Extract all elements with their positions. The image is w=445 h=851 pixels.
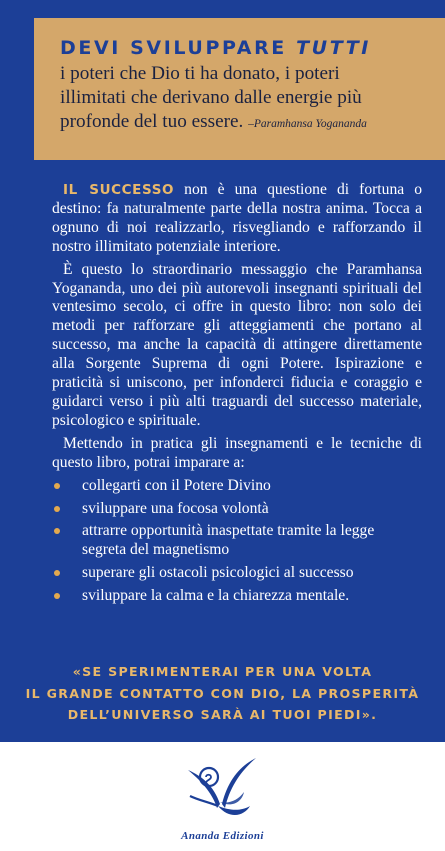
list-item-text: attrarre opportunità inaspettate tramite la legge segreta del magnetismo xyxy=(82,522,375,559)
intro-paragraph xyxy=(52,181,422,257)
quote-line: illimitati che derivano dalle energie più xyxy=(60,87,362,108)
quote-box xyxy=(34,18,445,160)
publisher-logo xyxy=(0,756,445,846)
publisher-name: Ananda Edizioni xyxy=(181,830,264,842)
quote-line-text: profonde del tuo essere. xyxy=(60,111,244,132)
intro-lead: IL SUCCESSO xyxy=(63,182,175,198)
learn-paragraph: Mettendo in pratica gli insegnamenti e le tecniche di questo libro, potrai imparare a: xyxy=(52,434,422,471)
list-item-text: sviluppare la calma e la chiarezza mentale. xyxy=(82,587,350,605)
quote-heading xyxy=(60,36,445,60)
list-item xyxy=(52,477,422,496)
list-item xyxy=(52,522,422,560)
list-item-text: superare gli ostacoli psicologici al successo xyxy=(82,564,354,582)
bullet-dot-icon xyxy=(54,506,60,512)
closing-line: «SE SPERIMENTERAI PER UNA VOLTA xyxy=(72,664,373,679)
quote-line: i poteri che Dio ti ha donato, i poteri xyxy=(60,63,340,84)
benefits-list xyxy=(52,477,422,606)
ananda-logo-icon xyxy=(184,756,260,826)
message-paragraph: È questo lo straordinario messaggio che Paramhansa Yogananda, uno dei più autorevoli insegnanti spirituali del ventesimo secolo, ci offre in questo libro: non solo dei metodi per rafforzare gli atteggiamenti che portano al successo, ma anche la capacità di attingere direttamente alla Sorgente Suprema di ogni Potere. Ispirazione e praticità si uniscono, per infonderci fiducia e coraggio e guidarci verso i più alti traguardi del successo materiale, psicologico e spirituale. xyxy=(52,260,422,429)
list-item xyxy=(52,500,422,519)
quote-author: –Paramhansa Yogananda xyxy=(248,118,367,130)
quote-heading-text: DEVI SVILUPPARE xyxy=(60,37,287,59)
closing-quote xyxy=(0,661,445,726)
quote-heading-emphasis: TUTTI xyxy=(296,37,371,59)
bullet-dot-icon xyxy=(54,528,60,534)
list-item-text: collegarti con il Potere Divino xyxy=(82,476,271,494)
list-item-text: sviluppare una focosa volontà xyxy=(82,499,269,517)
description xyxy=(52,181,422,610)
quote-body xyxy=(60,62,440,136)
closing-line: DELL’UNIVERSO SARÀ AI TUOI PIEDI». xyxy=(67,707,378,722)
bullet-dot-icon xyxy=(54,570,60,576)
list-item xyxy=(52,587,422,606)
bullet-dot-icon xyxy=(54,593,60,599)
quote-line-last xyxy=(60,110,440,136)
intro-text: non è una questione di fortuna o destino: fa naturalmente parte della nostra anima. Tocca a ognuno di noi realizzarlo, risvegliando e rafforzando il nostro illimitato potenziale interiore. xyxy=(52,181,422,255)
closing-line: IL GRANDE CONTATTO CON DIO, LA PROSPERITÀ xyxy=(25,685,420,701)
bullet-dot-icon xyxy=(54,483,60,489)
list-item xyxy=(52,564,422,583)
